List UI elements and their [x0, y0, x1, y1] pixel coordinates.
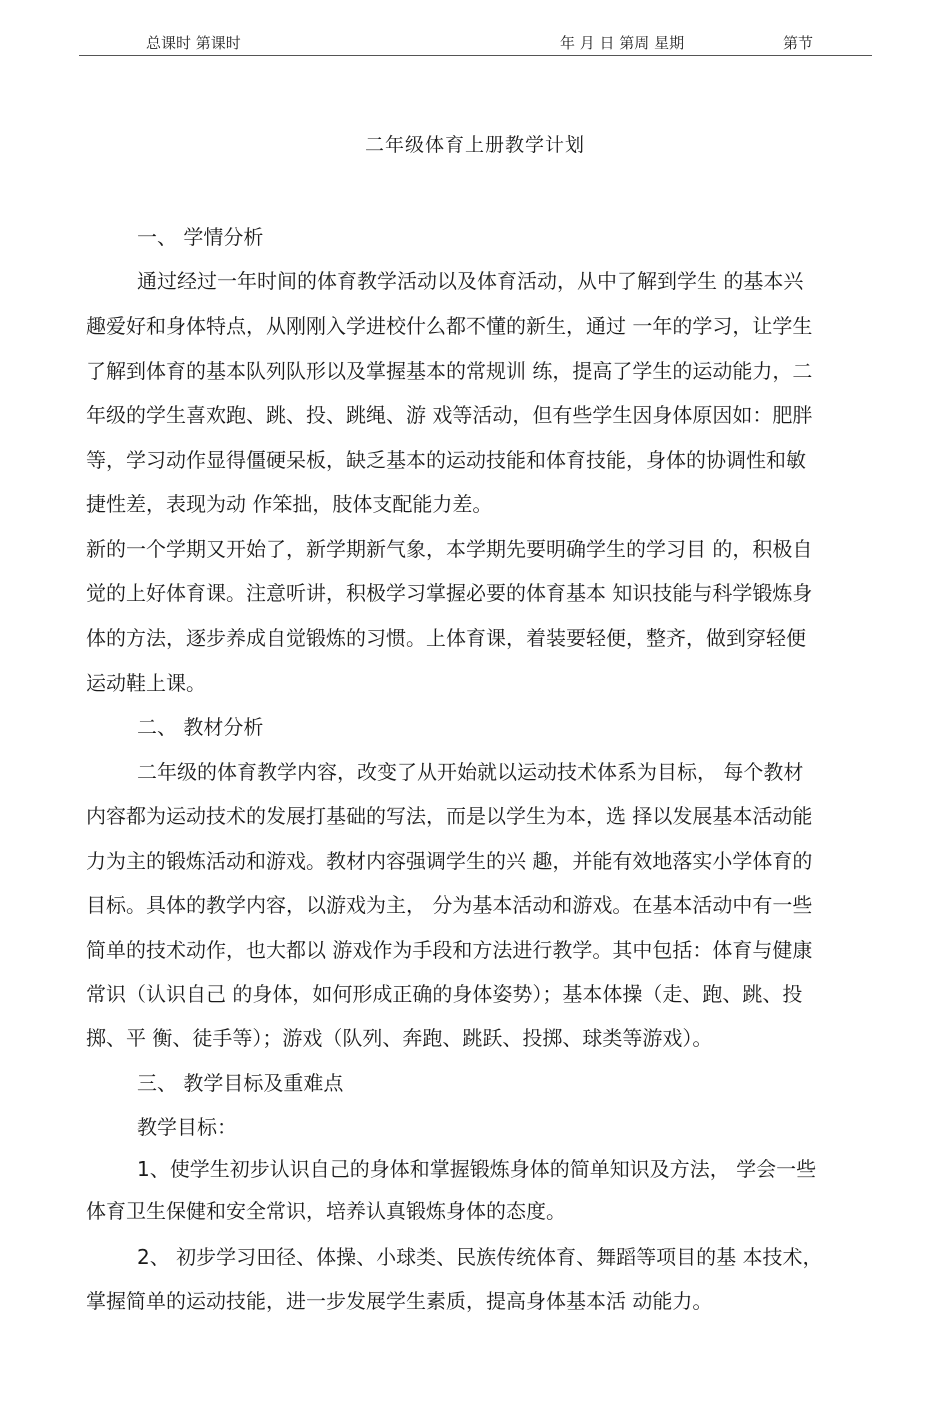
page-header	[79, 32, 872, 56]
paragraph-line: 力为主的锻炼活动和游戏。教材内容强调学生的兴 趣，并能有效地落实小学体育的	[86, 849, 813, 873]
paragraph-line: 趣爱好和身体特点，从刚刚入学进校什么都不懂的新生，通过 一年的学习，让学生	[86, 314, 813, 338]
section-heading-1: 一、 学情分析	[137, 225, 264, 249]
paragraph-line: 新的一个学期又开始了，新学期新气象，本学期先要明确学生的学习目 的，积极自	[86, 537, 813, 561]
paragraph-line: 体育卫生保健和安全常识，培养认真锻炼身体的态度。	[86, 1199, 566, 1223]
section-heading-3: 三、 教学目标及重难点	[137, 1071, 344, 1095]
paragraph-line: 年级的学生喜欢跑、跳、投、跳绳、游 戏等活动，但有些学生因身体原因如：肥胖	[86, 403, 813, 427]
paragraph-line: 内容都为运动技术的发展打基础的写法，而是以学生为本，选 择以发展基本活动能	[86, 804, 813, 828]
paragraph-line: 掌握简单的运动技能，进一步发展学生素质，提高身体基本活 动能力。	[86, 1289, 713, 1313]
paragraph-line: 了解到体育的基本队列队形以及掌握基本的常规训 练，提高了学生的运动能力，二	[86, 359, 813, 383]
document-title: 二年级体育上册教学计划	[364, 134, 585, 156]
paragraph-line: 2、 初步学习田径、体操、小球类、民族传统体育、舞蹈等项目的基 本技术，	[137, 1245, 823, 1269]
paragraph-line: 常识（认识自己 的身体，如何形成正确的身体姿势）；基本体操（走、跑、跳、投	[86, 982, 803, 1006]
paragraph-line: 目标。具体的教学内容，以游戏为主， 分为基本活动和游戏。在基本活动中有一些	[86, 893, 813, 917]
header-period: 第节	[783, 34, 814, 52]
section-heading-2: 二、 教材分析	[137, 715, 264, 739]
paragraph-line: 二年级的体育教学内容，改变了从开始就以运动技术体系为目标， 每个教材	[137, 760, 804, 784]
paragraph-line: 掷、平 衡、徒手等）；游戏（队列、奔跑、跳跃、投掷、球类等游戏）。	[86, 1026, 713, 1050]
paragraph-line: 通过经过一年时间的体育教学活动以及体育活动，从中了解到学生 的基本兴	[137, 269, 804, 293]
header-date: 年 月 日 第周 星期	[560, 34, 685, 52]
paragraph-line: 捷性差，表现为动 作笨拙，肢体支配能力差。	[86, 492, 493, 516]
paragraph-line: 简单的技术动作，也大都以 游戏作为手段和方法进行教学。其中包括：体育与健康	[86, 938, 813, 962]
paragraph-line: 体的方法，逐步养成自觉锻炼的习惯。上体育课，着装要轻便，整齐，做到穿轻便	[86, 626, 806, 650]
paragraph-line: 1、使学生初步认识自己的身体和掌握锻炼身体的简单知识及方法， 学会一些	[137, 1157, 817, 1181]
paragraph-line: 觉的上好体育课。注意听讲，积极学习掌握必要的体育基本 知识技能与科学锻炼身	[86, 581, 813, 605]
paragraph-line: 运动鞋上课。	[86, 671, 206, 695]
subheading: 教学目标：	[137, 1115, 237, 1139]
paragraph-line: 等，学习动作显得僵硬呆板，缺乏基本的运动技能和体育技能，身体的协调性和敏	[86, 448, 806, 472]
header-lesson-count: 总课时 第课时	[146, 34, 241, 52]
